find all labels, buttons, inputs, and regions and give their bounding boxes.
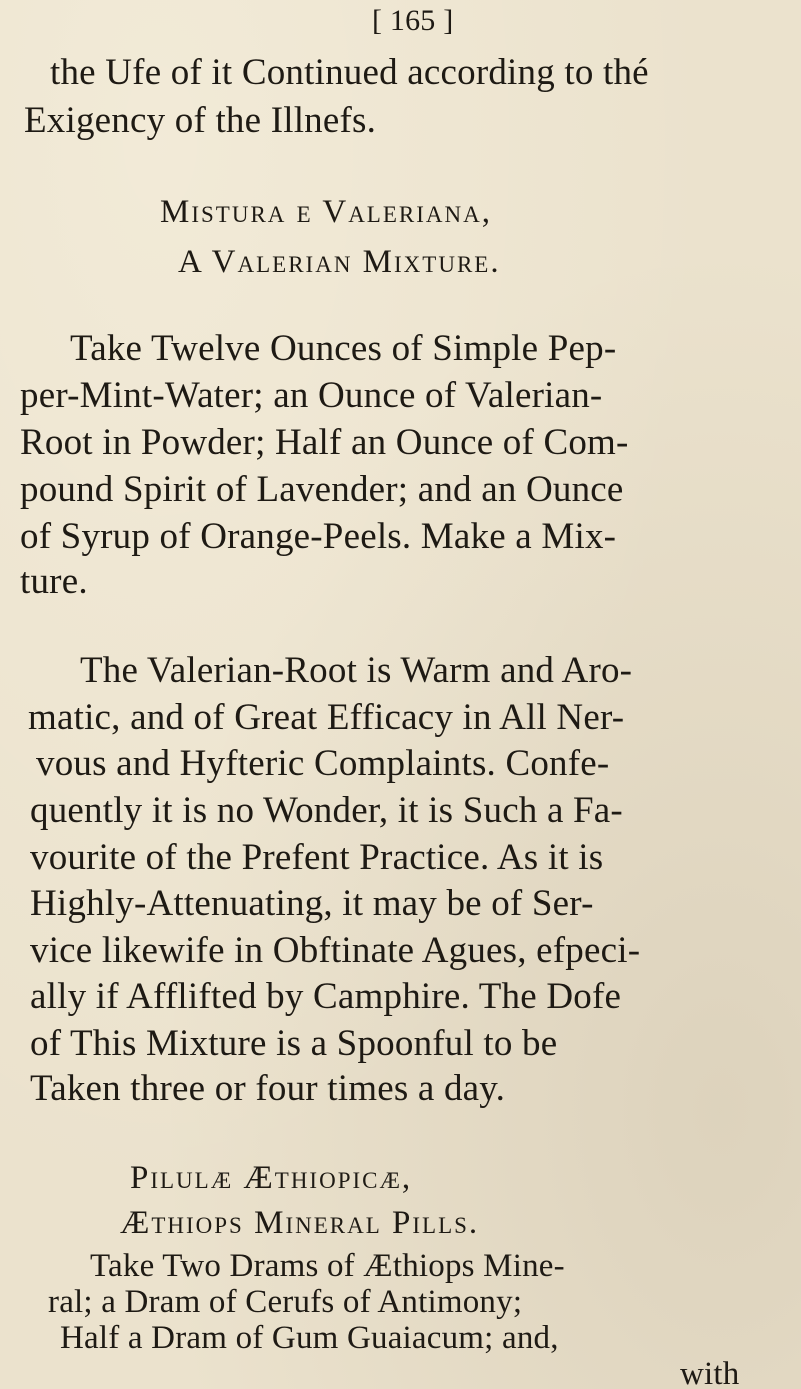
text-line: vourite of the Prefent Practice. As it is bbox=[30, 837, 604, 878]
text-line: pound Spirit of Lavender; and an Ounce bbox=[20, 469, 624, 510]
text-line: ture. bbox=[20, 561, 88, 602]
text-line: Taken three or four times a day. bbox=[30, 1068, 506, 1109]
recipe-title-english: Æthiops Mineral Pills. bbox=[120, 1205, 480, 1241]
text-line: with bbox=[680, 1356, 740, 1389]
text-line: matic, and of Great Efficacy in All Ner- bbox=[28, 697, 625, 738]
text-line: Root in Powder; Half an Ounce of Com- bbox=[20, 422, 629, 463]
text-line: per-Mint-Water; an Ounce of Valerian- bbox=[20, 375, 603, 416]
text-line: Take Twelve Ounces of Simple Pep- bbox=[70, 328, 617, 369]
text-line: vice likewife in Obftinate Agues, efpeci- bbox=[30, 930, 641, 971]
text-line: ral; a Dram of Cerufs of Antimony; bbox=[48, 1284, 523, 1320]
text-line: The Valerian-Root is Warm and Aro- bbox=[80, 650, 633, 691]
page-number: [ 165 ] bbox=[372, 4, 454, 37]
text-line: quently it is no Wonder, it is Such a Fa- bbox=[30, 790, 623, 831]
text-line: Half a Dram of Gum Guaiacum; and, bbox=[60, 1320, 559, 1356]
text-line: Highly-Attenuating, it may be of Ser- bbox=[30, 883, 594, 924]
text-line: Take Two Drams of Æthiops Mine- bbox=[90, 1248, 565, 1284]
text-line: of Syrup of Orange-Peels. Make a Mix- bbox=[20, 516, 617, 557]
recipe-title-latin: Pilulæ Æthiopicæ, bbox=[130, 1160, 413, 1196]
text-line: the Ufe of it Continued according to thé bbox=[50, 52, 649, 93]
recipe-title-latin: Mistura e Valeriana, bbox=[160, 194, 492, 230]
text-line: of This Mixture is a Spoonful to be bbox=[30, 1023, 558, 1064]
recipe-title-english: A Valerian Mixture. bbox=[178, 244, 501, 280]
text-line: Exigency of the Illnefs. bbox=[24, 100, 377, 141]
text-line: ally if Afflifted by Camphire. The Dofe bbox=[30, 976, 622, 1017]
text-line: vous and Hyfteric Complaints. Confe- bbox=[36, 743, 610, 784]
